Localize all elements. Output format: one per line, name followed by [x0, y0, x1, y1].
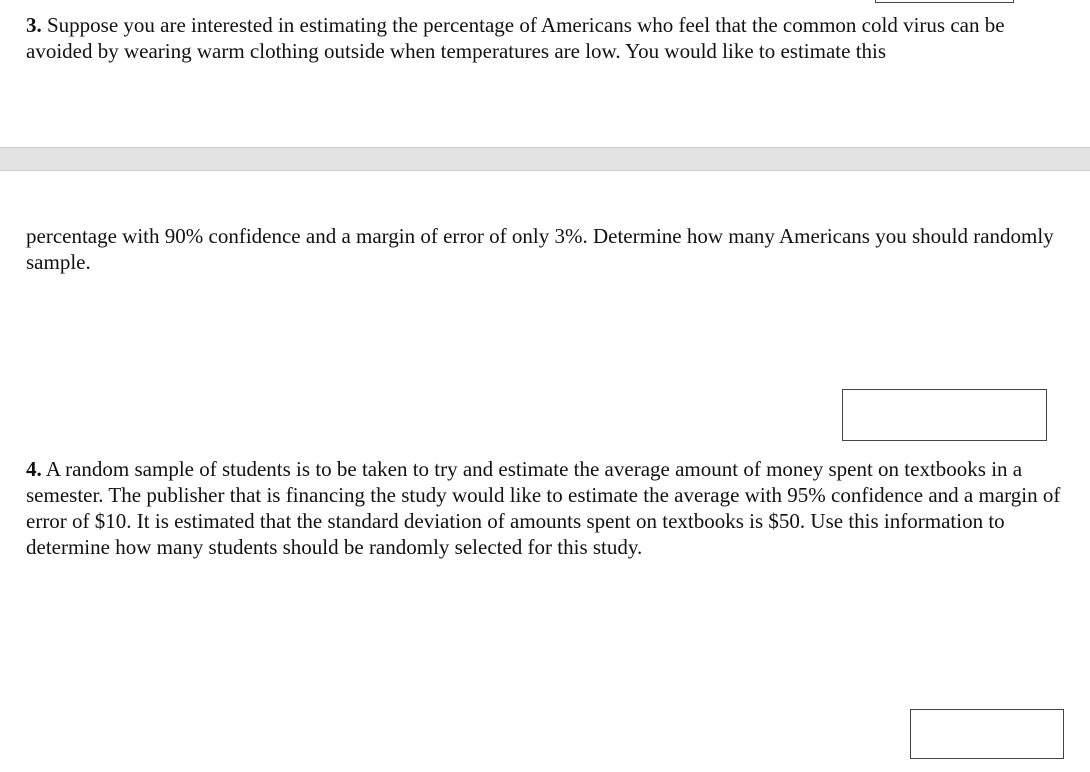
question-4-prompt: A random sample of students is to be taken to try and estimate the average amount of money spent on textbooks in a semester. The publisher that is financing the study would like to estimate the average with 95% confidence and a margin of error of $10. It is estimated that the standard deviation of amounts spent on textbooks is $50. Use this information to determine how many students should be randomly selected for this study. — [26, 457, 1061, 559]
page-break-divider — [0, 147, 1090, 171]
question-3-prompt: Suppose you are interested in estimating the percentage of Americans who feel that the common cold virus can be avoided by wearing warm clothing outside when temperatures are low. You would like to estimate this — [26, 13, 1005, 63]
question-3-number: 3. — [26, 13, 42, 37]
question-3-text-part1 — [26, 12, 1076, 64]
question-3-answer-box[interactable] — [842, 389, 1047, 441]
previous-answer-box[interactable] — [875, 0, 1014, 3]
question-4-answer-box[interactable] — [910, 709, 1064, 759]
question-3-text-part2: percentage with 90% confidence and a margin of error of only 3%. Determine how many Americans you should randomly sample. — [26, 224, 1054, 274]
question-4-number: 4. — [26, 457, 42, 481]
question-4-text — [26, 456, 1086, 560]
